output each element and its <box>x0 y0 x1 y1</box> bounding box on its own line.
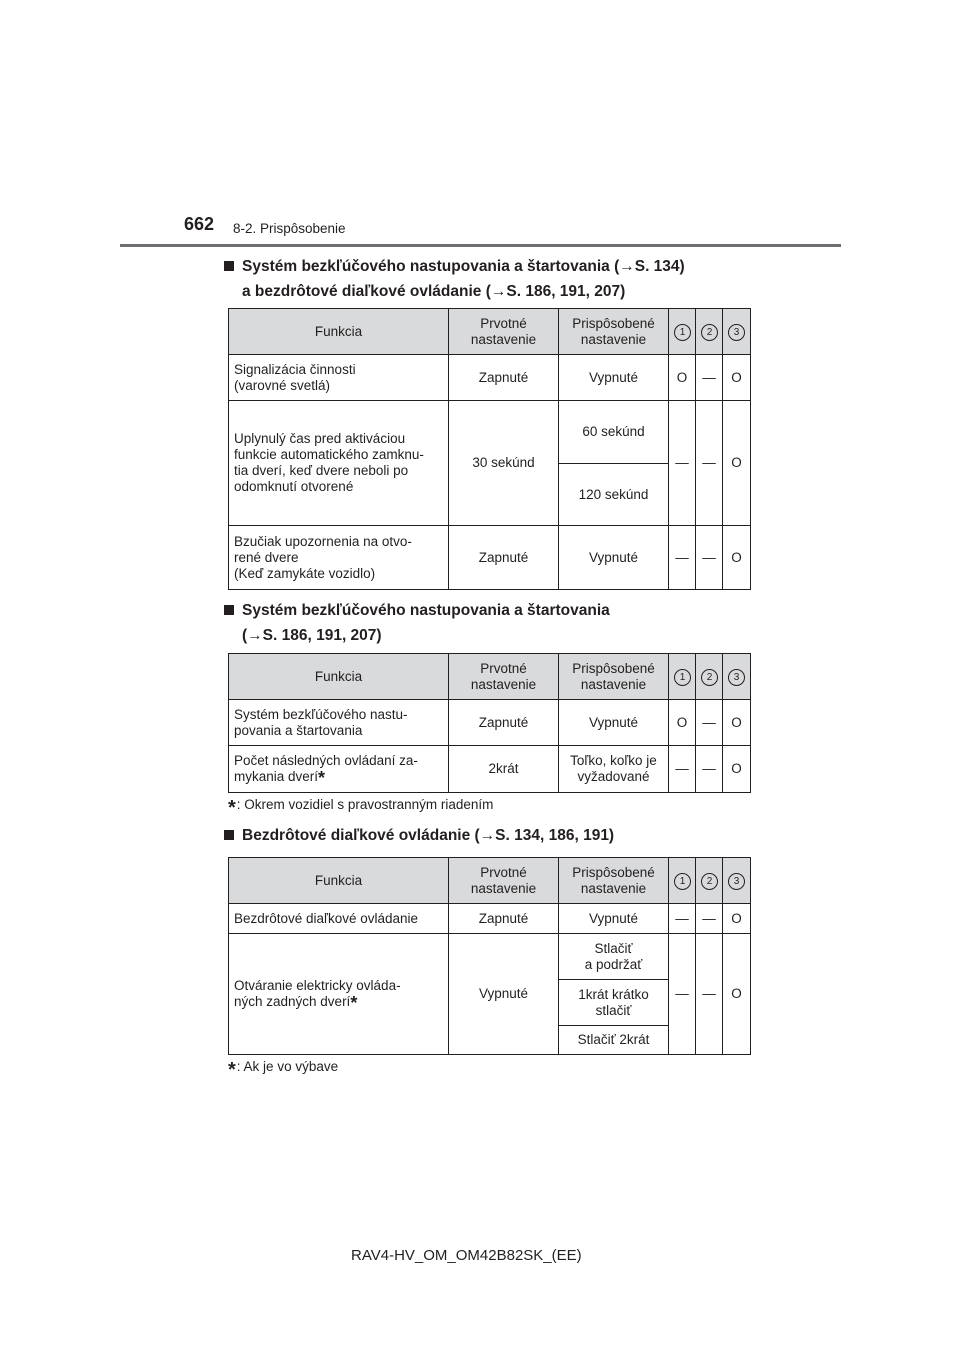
table-row <box>229 355 751 401</box>
col-header-function: Funkcia <box>229 309 449 355</box>
col-header-initial: Prvotné nastavenie <box>449 654 559 700</box>
col-header-function: Funkcia <box>229 858 449 904</box>
col-header-2: 2 <box>696 858 723 904</box>
col-header-3: 3 <box>723 858 751 904</box>
table-row <box>229 700 751 746</box>
custom-cell: Vypnuté <box>559 355 669 401</box>
footnote-text: : Ak je vo výbave <box>236 1059 339 1074</box>
initial-cell: Zapnuté <box>449 355 559 401</box>
header-rule <box>120 244 841 247</box>
custom-cell: Vypnuté <box>559 904 669 934</box>
square-bullet-icon <box>224 261 234 271</box>
table-header-row <box>229 858 751 904</box>
mark-cell-1: — <box>669 904 696 934</box>
custom-cell: 120 sekúnd <box>559 464 669 526</box>
table-row <box>229 401 751 464</box>
section2-heading <box>224 598 610 648</box>
mark-cell-3: O <box>723 934 751 1055</box>
mark-cell-3: O <box>723 746 751 793</box>
mark-cell-1: — <box>669 401 696 526</box>
mark-cell-2: — <box>696 904 723 934</box>
col-header-custom: Prispôsobené nastavenie <box>559 654 669 700</box>
col-header-function: Funkcia <box>229 654 449 700</box>
footnote-star: * <box>318 767 326 788</box>
function-cell: Uplynulý čas pred aktiváciou funkcie automatického zamknu- tia dverí, keď dvere neboli po odomknutí otvorené <box>229 401 449 526</box>
section3-title: Bezdrôtové diaľkové ovládanie (→S. 134, 186, 191) <box>242 827 615 844</box>
square-bullet-icon <box>224 605 234 615</box>
mark-cell-2: — <box>696 934 723 1055</box>
col-header-1: 1 <box>669 858 696 904</box>
footnote-star: * <box>350 992 358 1013</box>
col-header-3: 3 <box>723 654 751 700</box>
custom-cell: 60 sekúnd <box>559 401 669 464</box>
table-row <box>229 934 751 980</box>
mark-cell-1: — <box>669 746 696 793</box>
function-cell: Signalizácia činnosti (varovné svetlá) <box>229 355 449 401</box>
custom-cell: Toľko, koľko je vyžadované <box>559 746 669 793</box>
mark-cell-2: — <box>696 526 723 590</box>
mark-cell-1: — <box>669 934 696 1055</box>
footnote-star: * <box>228 797 236 819</box>
function-cell: Bezdrôtové diaľkové ovládanie <box>229 904 449 934</box>
section1-title-line1: Systém bezkľúčového nastupovania a štartovania (→S. 134) <box>242 258 685 275</box>
mark-cell-3: O <box>723 904 751 934</box>
col-header-initial: Prvotné nastavenie <box>449 309 559 355</box>
custom-cell: Stlačiť 2krát <box>559 1026 669 1055</box>
section2-footnote <box>228 797 493 820</box>
custom-cell: Vypnuté <box>559 526 669 590</box>
mark-cell-3: O <box>723 700 751 746</box>
col-header-2: 2 <box>696 309 723 355</box>
mark-cell-1: O <box>669 355 696 401</box>
col-header-2: 2 <box>696 654 723 700</box>
initial-cell: Zapnuté <box>449 904 559 934</box>
section3-table <box>228 857 751 1055</box>
col-header-custom: Prispôsobené nastavenie <box>559 858 669 904</box>
mark-cell-3: O <box>723 401 751 526</box>
col-header-initial: Prvotné nastavenie <box>449 858 559 904</box>
section3-footnote <box>228 1059 338 1082</box>
col-header-3: 3 <box>723 309 751 355</box>
initial-cell: 2krát <box>449 746 559 793</box>
page-number: 662 <box>184 214 215 234</box>
square-bullet-icon <box>224 830 234 840</box>
mark-cell-2: — <box>696 700 723 746</box>
function-cell: Otváranie elektricky ovláda- ných zadných dverí* <box>229 934 449 1055</box>
table-header-row <box>229 309 751 355</box>
initial-cell: Vypnuté <box>449 934 559 1055</box>
footnote-text: : Okrem vozidiel s pravostranným riadením <box>236 797 494 812</box>
mark-cell-3: O <box>723 526 751 590</box>
custom-cell: Stlačiť a podržať <box>559 934 669 980</box>
col-header-1: 1 <box>669 654 696 700</box>
mark-cell-1: — <box>669 526 696 590</box>
initial-cell: Zapnuté <box>449 526 559 590</box>
table-row <box>229 904 751 934</box>
section-label: 8-2. Prispôsobenie <box>233 221 346 236</box>
custom-cell: Vypnuté <box>559 700 669 746</box>
section1-table <box>228 308 751 590</box>
function-cell: Bzučiak upozornenia na otvo- rené dvere (Keď zamykáte vozidlo) <box>229 526 449 590</box>
table-row <box>229 746 751 793</box>
initial-cell: 30 sekúnd <box>449 401 559 526</box>
table-header-row <box>229 654 751 700</box>
section3-heading <box>224 823 614 848</box>
function-cell: Počet následných ovládaní za- mykania dverí* <box>229 746 449 793</box>
table-row <box>229 526 751 590</box>
document-code: RAV4-HV_OM_OM42B82SK_(EE) <box>351 1247 582 1264</box>
function-cell: Systém bezkľúčového nastu- povania a štartovania <box>229 700 449 746</box>
custom-cell: 1krát krátko stlačiť <box>559 980 669 1026</box>
mark-cell-2: — <box>696 401 723 526</box>
col-header-1: 1 <box>669 309 696 355</box>
section1-title-line2: a bezdrôtové diaľkové ovládanie (→S. 186, 191, 207) <box>242 283 626 300</box>
section2-title-line1: Systém bezkľúčového nastupovania a štartovania <box>242 602 610 619</box>
section2-title-line2: (→S. 186, 191, 207) <box>242 627 382 644</box>
section2-table <box>228 653 751 793</box>
mark-cell-1: O <box>669 700 696 746</box>
mark-cell-2: — <box>696 355 723 401</box>
mark-cell-3: O <box>723 355 751 401</box>
col-header-custom: Prispôsobené nastavenie <box>559 309 669 355</box>
initial-cell: Zapnuté <box>449 700 559 746</box>
footnote-star: * <box>228 1059 236 1081</box>
mark-cell-2: — <box>696 746 723 793</box>
section1-heading <box>224 254 685 304</box>
